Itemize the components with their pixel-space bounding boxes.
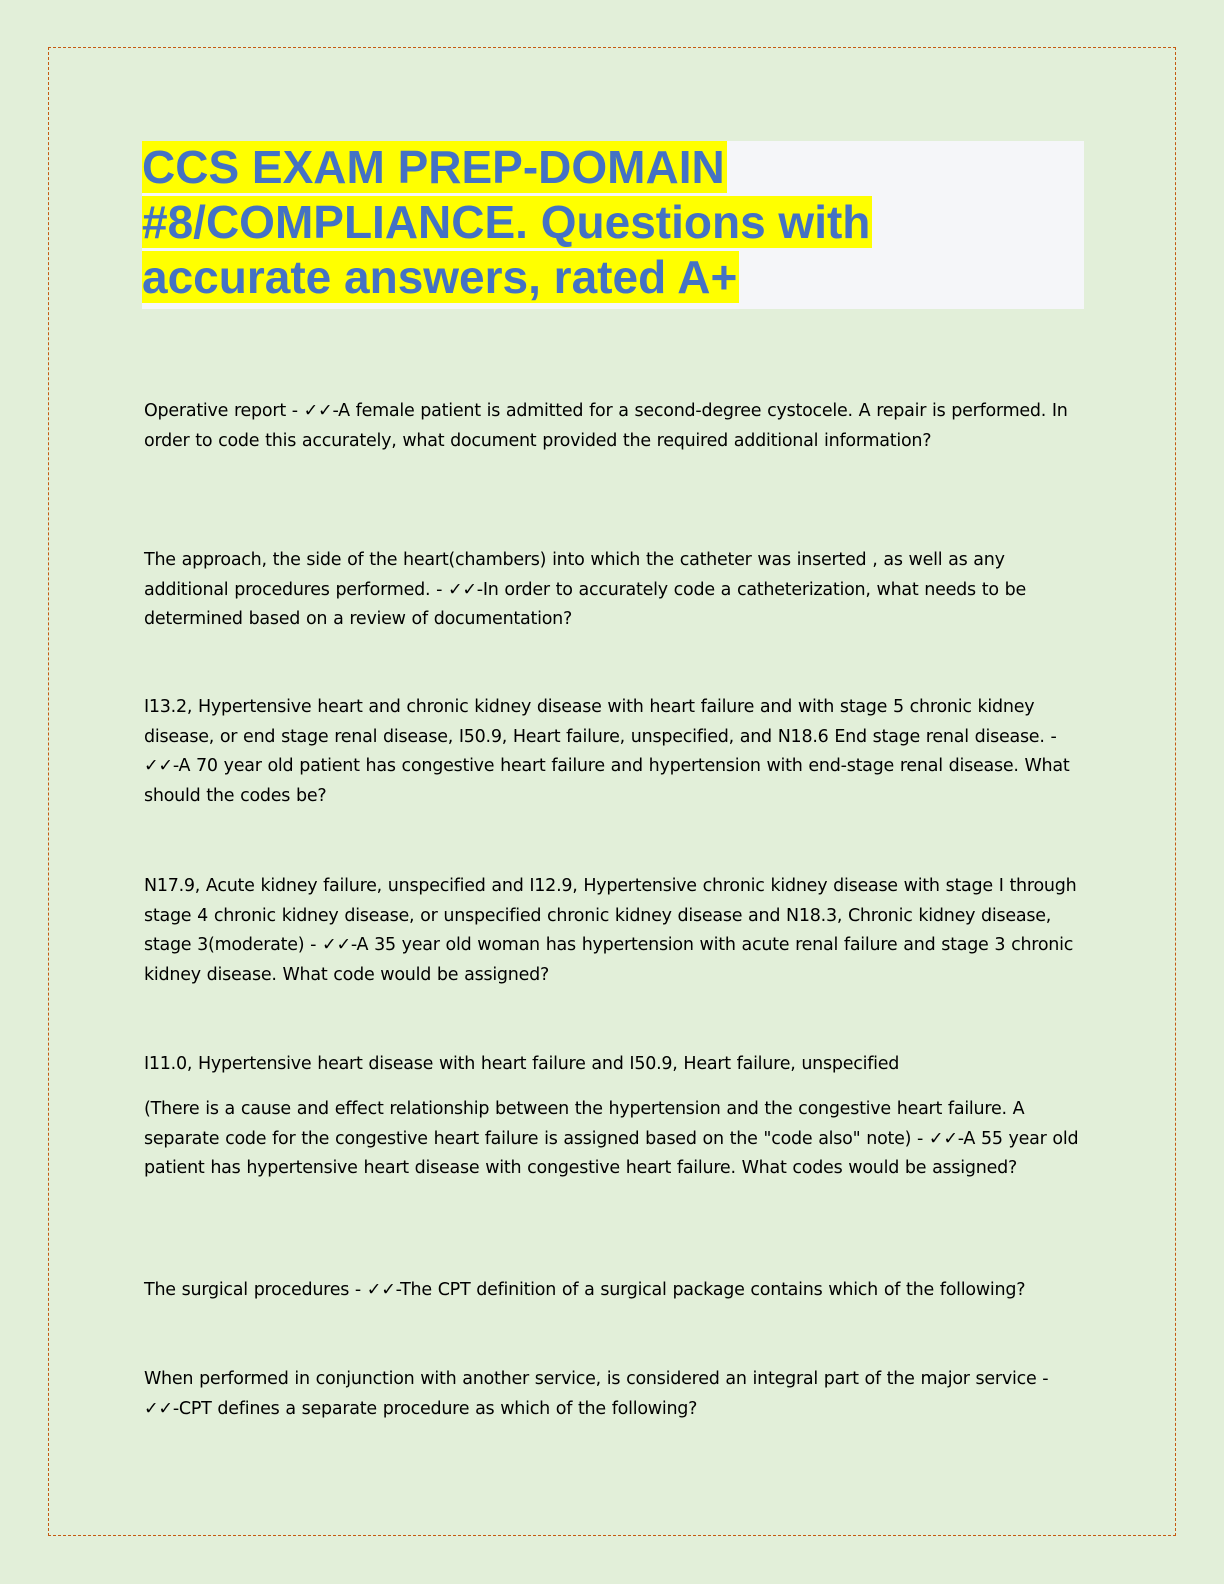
title-line-2: #8/COMPLIANCE. Questions with xyxy=(142,196,871,248)
title-line-1: CCS EXAM PREP-DOMAIN xyxy=(142,141,725,193)
qa-entry-surgical-package: The surgical procedures - ✓✓-The CPT definition of a surgical package contains which of the following? xyxy=(144,1280,1026,1300)
qa-entry-hypertensive-heart-answer: I11.0, Hypertensive heart disease with heart failure and I50.9, Heart failure, unspecified xyxy=(144,1054,900,1074)
qa-entry-ckd-heart-failure: I13.2, Hypertensive heart and chronic kidney disease with heart failure and with stage 5 chronic kidney disease, or end stage renal disease, I50.9, Heart failure, unspecified, and N18.6 End stage renal disease. - ✓✓-A 70 year old patient has congestive heart failure and hypertension with end-stage renal disease. What should the codes be? xyxy=(144,697,1070,806)
title-line-3: accurate answers, rated A+ xyxy=(142,251,738,303)
qa-entry-hypertensive-heart-note: (There is a cause and effect relationship between the hypertension and the congestive heart failure. A separate code for the congestive heart failure is assigned based on the "code also" note) - ✓✓-A 55 year old patient has hypertensive heart disease with congestive heart failure. What codes would be assigned? xyxy=(144,1099,1079,1178)
qa-entry-separate-procedure: When performed in conjunction with another service, is considered an integral part of the major service - ✓✓-CPT defines a separate procedure as which of the following? xyxy=(144,1369,1049,1419)
qa-entry-catheterization: The approach, the side of the heart(chambers) into which the catheter was inserted , as well as any additional procedures performed. - ✓✓-In order to accurately code a catheterization, what needs to be determined based on a review of documentation? xyxy=(144,550,1026,629)
qa-entry-operative-report: Operative report - ✓✓-A female patient is admitted for a second-degree cystocele. A repair is performed. In order to code this accurately, what document provided the required additional information? xyxy=(144,401,1068,451)
document-title xyxy=(142,141,1084,309)
qa-entry-acute-kidney-failure: N17.9, Acute kidney failure, unspecified and I12.9, Hypertensive chronic kidney disease with stage I through stage 4 chronic kidney disease, or unspecified chronic kidney disease and N18.3, Chronic kidney disease, stage 3(moderate) - ✓✓-A 35 year old woman has hypertension with acute renal failure and stage 3 chronic kidney disease. What code would be assigned? xyxy=(144,876,1077,985)
